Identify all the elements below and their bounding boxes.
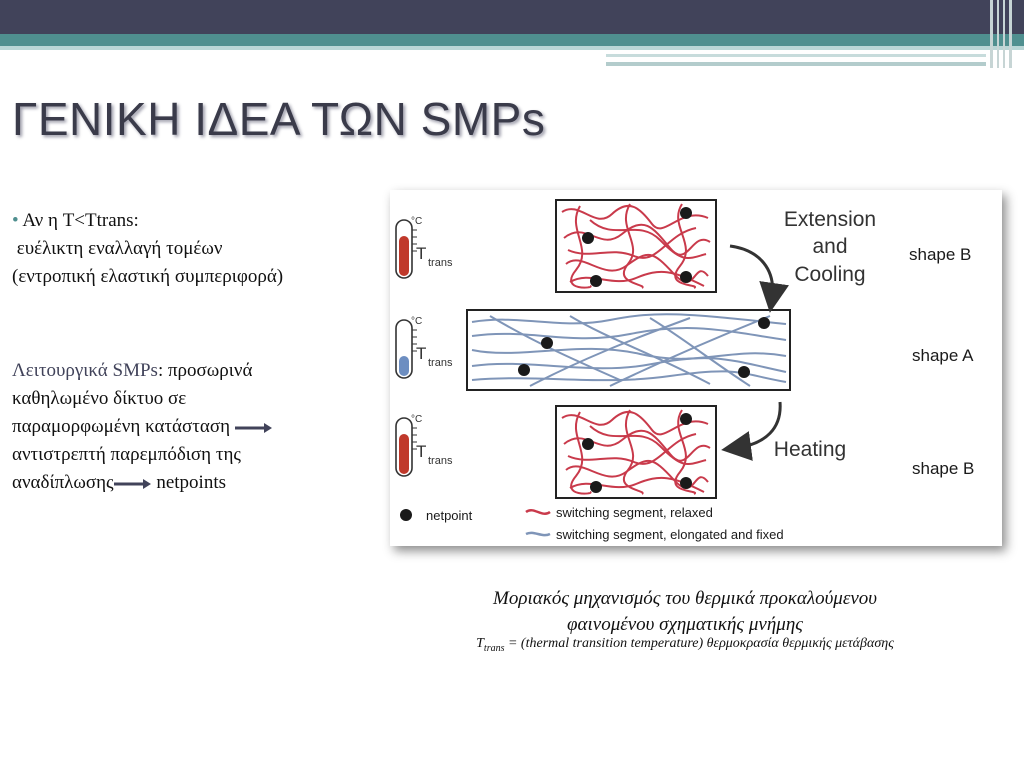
thermo-unit: °C — [411, 216, 423, 227]
thermo-label: T — [416, 244, 427, 263]
bullet-line-2: ευέλικτη εναλλαγή τομέων — [12, 238, 223, 259]
figure-caption — [390, 586, 980, 638]
thermo-unit: °C — [411, 316, 423, 327]
step-label-line: Extension — [783, 208, 877, 231]
header-band-light — [0, 46, 1024, 50]
network-relaxed-bottom — [556, 406, 716, 498]
curved-arrow-down-icon — [730, 246, 773, 298]
thermo-label-sub: trans — [428, 455, 453, 467]
caption-line-2: φαινομένου σχηματικής μνήμης — [567, 614, 803, 635]
slide-title: ΓΕΝΙΚΗ ΙΔΕΑ ΤΩΝ SMPs — [12, 93, 546, 145]
thermo-unit: °C — [411, 414, 423, 425]
step-label-line: Cooling — [794, 263, 866, 286]
netpoint-legend-icon — [400, 509, 412, 521]
caption-note — [390, 636, 980, 654]
network-elongated-middle — [467, 310, 790, 390]
shape-label-mid: shape A — [912, 346, 974, 365]
paragraph-line-2: καθηλωμένο δίκτυο σε — [12, 388, 187, 409]
legend-netpoint: netpoint — [426, 508, 473, 523]
bullet-lead: Αν η T<Ttrans: — [22, 210, 139, 231]
thermometer-hot-icon — [396, 216, 453, 278]
thermometer-hot-icon — [396, 414, 453, 476]
paragraph-line-4: αντιστρεπτή παρεμπόδιση της — [12, 444, 241, 465]
paragraph-line-1: : προσωρινά — [157, 360, 253, 381]
paragraph-line-5a: αναδίπλωσης — [12, 472, 114, 493]
arrow-right-icon — [114, 478, 152, 490]
paragraph-line-3: παραμορφωμένη κατάσταση — [12, 416, 231, 437]
step-label-line: and — [812, 235, 848, 258]
paragraph-block — [12, 357, 273, 497]
legend-elongated: switching segment, elongated and fixed — [556, 527, 784, 542]
bullet-block — [12, 207, 283, 291]
header-band-dark — [0, 0, 1024, 34]
caption-note-rest: = (thermal transition temperature) θερμοκρασία θερμικής μετάβασης — [504, 636, 894, 651]
bullet-marker: • — [12, 210, 19, 231]
arrow-right-icon — [235, 422, 273, 434]
header-strip — [606, 54, 986, 57]
shape-label-bottom: shape B — [912, 459, 975, 478]
thermo-label-sub: trans — [428, 357, 453, 369]
caption-line-1: Μοριακός μηχανισμός του θερμικά προκαλούμενου — [493, 588, 877, 609]
bullet-line-3: (εντροπική ελαστική συμπεριφορά) — [12, 266, 284, 287]
elongated-segment-legend-icon — [526, 533, 550, 535]
thermo-label: T — [416, 344, 427, 363]
legend-relaxed: switching segment, relaxed — [556, 505, 713, 520]
thermometer-cold-icon — [396, 316, 453, 378]
header-band-teal — [0, 34, 1024, 46]
relaxed-segment-legend-icon — [526, 510, 550, 513]
caption-note-main: T — [476, 636, 484, 651]
thermo-label-sub: trans — [428, 257, 453, 269]
paragraph-term: Λειτουργικά SMPs — [12, 360, 158, 381]
shape-label-top: shape B — [909, 245, 972, 264]
smp-mechanism-figure — [390, 190, 1002, 546]
paragraph-line-5b: netpoints — [156, 472, 226, 493]
header-strip — [606, 62, 986, 66]
thermo-label: T — [416, 442, 427, 461]
network-relaxed-top — [556, 200, 716, 292]
header-vertical-lines — [990, 0, 1016, 68]
step-label-heating: Heating — [773, 438, 847, 461]
caption-note-sub: trans — [483, 642, 505, 654]
